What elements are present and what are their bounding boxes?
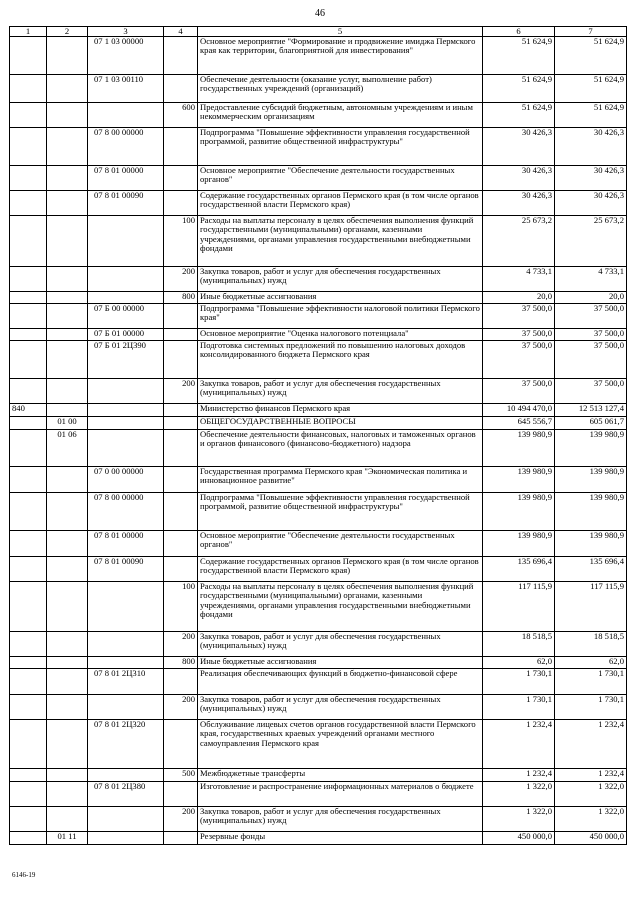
grbs-code-cell <box>10 493 47 531</box>
amount-year-1-cell: 37 500,0 <box>483 341 555 379</box>
grbs-code-cell <box>10 417 47 430</box>
expense-type-cell <box>164 191 198 216</box>
section-code-cell <box>47 807 88 832</box>
target-article-cell <box>88 267 164 292</box>
description-cell: Основное мероприятие "Формирование и продвижение имиджа Пермского края как территории, благоприятной для инвестирования" <box>198 37 483 75</box>
section-code-cell <box>47 782 88 807</box>
amount-year-2-cell: 1 730,1 <box>555 669 627 695</box>
table-row <box>10 417 627 430</box>
section-code-cell <box>47 103 88 128</box>
description-cell: Государственная программа Пермского края "Экономическая политика и инновационное развитие" <box>198 467 483 493</box>
table-body <box>10 27 627 845</box>
amount-year-1-cell: 117 115,9 <box>483 582 555 632</box>
grbs-code-cell <box>10 267 47 292</box>
grbs-code-cell <box>10 657 47 669</box>
grbs-code-cell <box>10 669 47 695</box>
amount-year-1-cell: 1 232,4 <box>483 720 555 769</box>
amount-year-1-cell: 37 500,0 <box>483 329 555 341</box>
table-row <box>10 404 627 417</box>
amount-year-2-cell: 1 232,4 <box>555 720 627 769</box>
amount-year-2-cell: 1 322,0 <box>555 807 627 832</box>
amount-year-2-cell: 51 624,9 <box>555 37 627 75</box>
grbs-code-cell <box>10 329 47 341</box>
expense-type-cell <box>164 782 198 807</box>
description-cell: Закупка товаров, работ и услуг для обеспечения государственных (муниципальных) нужд <box>198 267 483 292</box>
amount-year-2-cell: 30 426,3 <box>555 191 627 216</box>
target-article-cell <box>88 832 164 845</box>
target-article-cell: 07 1 03 00110 <box>88 75 164 103</box>
section-code-cell <box>47 632 88 657</box>
table-row <box>10 292 627 304</box>
section-code-cell <box>47 292 88 304</box>
description-cell: Обеспечение деятельности (оказание услуг, выполнение работ) государственных учреждений (организаций) <box>198 75 483 103</box>
amount-year-2-cell: 139 980,9 <box>555 430 627 467</box>
section-code-cell <box>47 582 88 632</box>
expense-type-cell: 500 <box>164 769 198 782</box>
table-row <box>10 657 627 669</box>
table-row <box>10 493 627 531</box>
amount-year-2-cell: 117 115,9 <box>555 582 627 632</box>
section-code-cell <box>47 493 88 531</box>
expense-type-cell: 200 <box>164 267 198 292</box>
target-article-cell <box>88 632 164 657</box>
target-article-cell: 07 Б 01 2Ц390 <box>88 341 164 379</box>
section-code-cell <box>47 720 88 769</box>
description-cell: Министерство финансов Пермского края <box>198 404 483 417</box>
expense-type-cell: 200 <box>164 379 198 404</box>
grbs-code-cell <box>10 695 47 720</box>
target-article-cell <box>88 292 164 304</box>
grbs-code-cell <box>10 782 47 807</box>
table-row <box>10 216 627 267</box>
table-row <box>10 37 627 75</box>
expense-type-cell: 200 <box>164 632 198 657</box>
table-row <box>10 430 627 467</box>
section-code-cell <box>47 166 88 191</box>
table-row <box>10 557 627 582</box>
description-cell: Закупка товаров, работ и услуг для обеспечения государственных (муниципальных) нужд <box>198 807 483 832</box>
description-cell: Расходы на выплаты персоналу в целях обеспечения выполнения функций государственными (муниципальными) органами, казенными учреждениями, органами управления государственными внебюджетными фондами <box>198 216 483 267</box>
table-row <box>10 341 627 379</box>
expense-type-cell <box>164 128 198 166</box>
amount-year-1-cell: 1 232,4 <box>483 769 555 782</box>
section-code-cell: 01 11 <box>47 832 88 845</box>
target-article-cell: 07 Б 00 00000 <box>88 304 164 329</box>
header-cell: 5 <box>198 27 483 37</box>
expense-type-cell <box>164 832 198 845</box>
grbs-code-cell <box>10 720 47 769</box>
table-row <box>10 128 627 166</box>
target-article-cell <box>88 417 164 430</box>
grbs-code-cell <box>10 191 47 216</box>
grbs-code-cell <box>10 341 47 379</box>
target-article-cell: 07 8 00 00000 <box>88 493 164 531</box>
expense-type-cell <box>164 37 198 75</box>
amount-year-2-cell: 18 518,5 <box>555 632 627 657</box>
header-cell: 4 <box>164 27 198 37</box>
section-code-cell <box>47 657 88 669</box>
table-row <box>10 531 627 557</box>
expense-type-cell: 200 <box>164 695 198 720</box>
section-code-cell <box>47 695 88 720</box>
section-code-cell <box>47 557 88 582</box>
document-code: 6146-19 <box>12 871 36 879</box>
expense-type-cell: 600 <box>164 103 198 128</box>
amount-year-1-cell: 135 696,4 <box>483 557 555 582</box>
header-cell: 3 <box>88 27 164 37</box>
description-cell: Изготовление и распространение информационных материалов о бюджете <box>198 782 483 807</box>
target-article-cell: 07 8 01 00000 <box>88 166 164 191</box>
amount-year-1-cell: 62,0 <box>483 657 555 669</box>
table-row <box>10 632 627 657</box>
target-article-cell: 07 1 03 00000 <box>88 37 164 75</box>
amount-year-2-cell: 62,0 <box>555 657 627 669</box>
description-cell: Закупка товаров, работ и услуг для обеспечения государственных (муниципальных) нужд <box>198 632 483 657</box>
amount-year-2-cell: 1 232,4 <box>555 769 627 782</box>
grbs-code-cell <box>10 430 47 467</box>
description-cell: Расходы на выплаты персоналу в целях обеспечения выполнения функций государственными (муниципальными) органами, казенными учреждениями, органами управления государственными внебюджетными фондами <box>198 582 483 632</box>
amount-year-1-cell: 645 556,7 <box>483 417 555 430</box>
grbs-code-cell <box>10 304 47 329</box>
grbs-code-cell <box>10 128 47 166</box>
amount-year-2-cell: 450 000,0 <box>555 832 627 845</box>
description-cell: Подпрограмма "Повышение эффективности налоговой политики Пермского края" <box>198 304 483 329</box>
amount-year-1-cell: 30 426,3 <box>483 191 555 216</box>
amount-year-1-cell: 139 980,9 <box>483 531 555 557</box>
description-cell: Иные бюджетные ассигнования <box>198 657 483 669</box>
amount-year-1-cell: 10 494 470,0 <box>483 404 555 417</box>
amount-year-2-cell: 139 980,9 <box>555 467 627 493</box>
amount-year-2-cell: 37 500,0 <box>555 304 627 329</box>
amount-year-2-cell: 37 500,0 <box>555 341 627 379</box>
grbs-code-cell <box>10 166 47 191</box>
amount-year-2-cell: 135 696,4 <box>555 557 627 582</box>
expense-type-cell <box>164 720 198 769</box>
amount-year-2-cell: 25 673,2 <box>555 216 627 267</box>
amount-year-1-cell: 37 500,0 <box>483 304 555 329</box>
section-code-cell <box>47 467 88 493</box>
description-cell: Подпрограмма "Повышение эффективности управления государственной программой, развитие общественной инфраструктуры" <box>198 493 483 531</box>
grbs-code-cell <box>10 379 47 404</box>
table-row <box>10 304 627 329</box>
target-article-cell: 07 Б 01 00000 <box>88 329 164 341</box>
grbs-code-cell <box>10 216 47 267</box>
target-article-cell: 07 8 01 00000 <box>88 531 164 557</box>
target-article-cell <box>88 103 164 128</box>
grbs-code-cell <box>10 103 47 128</box>
grbs-code-cell <box>10 557 47 582</box>
description-cell: Реализация обеспечивающих функций в бюджетно-финансовой сфере <box>198 669 483 695</box>
grbs-code-cell <box>10 467 47 493</box>
table-row <box>10 467 627 493</box>
section-code-cell <box>47 216 88 267</box>
description-cell: Обслуживание лицевых счетов органов государственной власти Пермского края, государственных краевых учреждений органами местного самоуправления Пермского края <box>198 720 483 769</box>
amount-year-1-cell: 51 624,9 <box>483 103 555 128</box>
section-code-cell <box>47 341 88 379</box>
section-code-cell <box>47 669 88 695</box>
expense-type-cell <box>164 329 198 341</box>
grbs-code-cell <box>10 632 47 657</box>
description-cell: Межбюджетные трансферты <box>198 769 483 782</box>
description-cell: Иные бюджетные ассигнования <box>198 292 483 304</box>
table-row <box>10 267 627 292</box>
table-row <box>10 191 627 216</box>
table-row <box>10 832 627 845</box>
description-cell: Закупка товаров, работ и услуг для обеспечения государственных (муниципальных) нужд <box>198 379 483 404</box>
target-article-cell <box>88 695 164 720</box>
description-cell: Основное мероприятие "Обеспечение деятельности государственных органов" <box>198 166 483 191</box>
description-cell: Резервные фонды <box>198 832 483 845</box>
grbs-code-cell <box>10 807 47 832</box>
table-row <box>10 103 627 128</box>
amount-year-1-cell: 37 500,0 <box>483 379 555 404</box>
grbs-code-cell <box>10 37 47 75</box>
table-row <box>10 769 627 782</box>
description-cell: Закупка товаров, работ и услуг для обеспечения государственных (муниципальных) нужд <box>198 695 483 720</box>
amount-year-1-cell: 30 426,3 <box>483 166 555 191</box>
amount-year-1-cell: 51 624,9 <box>483 75 555 103</box>
table-row <box>10 720 627 769</box>
section-code-cell <box>47 531 88 557</box>
target-article-cell: 07 8 00 00000 <box>88 128 164 166</box>
amount-year-2-cell: 20,0 <box>555 292 627 304</box>
grbs-code-cell <box>10 832 47 845</box>
expense-type-cell <box>164 341 198 379</box>
expense-type-cell <box>164 467 198 493</box>
section-code-cell <box>47 304 88 329</box>
table-row <box>10 807 627 832</box>
amount-year-1-cell: 4 733,1 <box>483 267 555 292</box>
table-row <box>10 782 627 807</box>
description-cell: Подготовка системных предложений по повышению налоговых доходов консолидированного бюджета Пермского края <box>198 341 483 379</box>
amount-year-2-cell: 4 733,1 <box>555 267 627 292</box>
target-article-cell: 07 8 01 00090 <box>88 557 164 582</box>
description-cell: Обеспечение деятельности финансовых, налоговых и таможенных органов и органов финансового (финансово-бюджетного) надзора <box>198 430 483 467</box>
amount-year-1-cell: 18 518,5 <box>483 632 555 657</box>
target-article-cell <box>88 582 164 632</box>
section-code-cell: 01 06 <box>47 430 88 467</box>
target-article-cell <box>88 769 164 782</box>
target-article-cell <box>88 430 164 467</box>
page-number: 46 <box>315 8 325 19</box>
target-article-cell <box>88 657 164 669</box>
amount-year-2-cell: 1 730,1 <box>555 695 627 720</box>
amount-year-2-cell: 30 426,3 <box>555 166 627 191</box>
amount-year-2-cell: 139 980,9 <box>555 531 627 557</box>
target-article-cell: 07 8 01 2Ц380 <box>88 782 164 807</box>
amount-year-2-cell: 37 500,0 <box>555 379 627 404</box>
expense-type-cell <box>164 304 198 329</box>
amount-year-2-cell: 51 624,9 <box>555 75 627 103</box>
expense-type-cell <box>164 531 198 557</box>
section-code-cell <box>47 267 88 292</box>
expense-type-cell <box>164 669 198 695</box>
table-row <box>10 695 627 720</box>
header-cell: 1 <box>10 27 47 37</box>
expense-type-cell <box>164 404 198 417</box>
amount-year-2-cell: 30 426,3 <box>555 128 627 166</box>
target-article-cell: 07 0 00 00000 <box>88 467 164 493</box>
section-code-cell <box>47 379 88 404</box>
expense-type-cell <box>164 493 198 531</box>
section-code-cell <box>47 191 88 216</box>
target-article-cell <box>88 216 164 267</box>
table-row <box>10 75 627 103</box>
amount-year-1-cell: 1 730,1 <box>483 669 555 695</box>
description-cell: Содержание государственных органов Пермского края (в том числе органов государственной власти Пермского края) <box>198 557 483 582</box>
section-code-cell <box>47 329 88 341</box>
description-cell: Подпрограмма "Повышение эффективности управления государственной программой, развитие общественной инфраструктуры" <box>198 128 483 166</box>
grbs-code-cell <box>10 531 47 557</box>
table-row <box>10 379 627 404</box>
description-cell: Основное мероприятие "Обеспечение деятельности государственных органов" <box>198 531 483 557</box>
grbs-code-cell <box>10 292 47 304</box>
grbs-code-cell <box>10 769 47 782</box>
amount-year-2-cell: 37 500,0 <box>555 329 627 341</box>
section-code-cell <box>47 75 88 103</box>
table-row <box>10 582 627 632</box>
section-code-cell: 01 00 <box>47 417 88 430</box>
expense-type-cell: 800 <box>164 657 198 669</box>
amount-year-2-cell: 1 322,0 <box>555 782 627 807</box>
expense-type-cell: 100 <box>164 582 198 632</box>
expense-type-cell <box>164 430 198 467</box>
target-article-cell <box>88 404 164 417</box>
header-cell: 6 <box>483 27 555 37</box>
budget-table <box>9 26 627 845</box>
header-cell: 7 <box>555 27 627 37</box>
amount-year-2-cell: 51 624,9 <box>555 103 627 128</box>
target-article-cell: 07 8 01 00090 <box>88 191 164 216</box>
description-cell: ОБЩЕГОСУДАРСТВЕННЫЕ ВОПРОСЫ <box>198 417 483 430</box>
expense-type-cell <box>164 75 198 103</box>
expense-type-cell: 800 <box>164 292 198 304</box>
grbs-code-cell <box>10 75 47 103</box>
amount-year-2-cell: 139 980,9 <box>555 493 627 531</box>
amount-year-1-cell: 139 980,9 <box>483 430 555 467</box>
amount-year-1-cell: 30 426,3 <box>483 128 555 166</box>
target-article-cell: 07 8 01 2Ц320 <box>88 720 164 769</box>
section-code-cell <box>47 769 88 782</box>
description-cell: Содержание государственных органов Пермского края (в том числе органов государственной власти Пермского края) <box>198 191 483 216</box>
amount-year-1-cell: 139 980,9 <box>483 467 555 493</box>
amount-year-1-cell: 25 673,2 <box>483 216 555 267</box>
amount-year-1-cell: 1 322,0 <box>483 807 555 832</box>
expense-type-cell <box>164 417 198 430</box>
table-row <box>10 669 627 695</box>
amount-year-2-cell: 605 061,7 <box>555 417 627 430</box>
description-cell: Основное мероприятие "Оценка налогового потенциала" <box>198 329 483 341</box>
section-code-cell <box>47 128 88 166</box>
grbs-code-cell: 840 <box>10 404 47 417</box>
table-row <box>10 329 627 341</box>
column-number-header <box>10 27 627 37</box>
expense-type-cell: 100 <box>164 216 198 267</box>
amount-year-1-cell: 51 624,9 <box>483 37 555 75</box>
target-article-cell <box>88 807 164 832</box>
amount-year-2-cell: 12 513 127,4 <box>555 404 627 417</box>
expense-type-cell <box>164 166 198 191</box>
expense-type-cell: 200 <box>164 807 198 832</box>
expense-type-cell <box>164 557 198 582</box>
amount-year-1-cell: 1 322,0 <box>483 782 555 807</box>
section-code-cell <box>47 404 88 417</box>
target-article-cell <box>88 379 164 404</box>
grbs-code-cell <box>10 582 47 632</box>
amount-year-1-cell: 450 000,0 <box>483 832 555 845</box>
target-article-cell: 07 8 01 2Ц310 <box>88 669 164 695</box>
amount-year-1-cell: 139 980,9 <box>483 493 555 531</box>
section-code-cell <box>47 37 88 75</box>
table-row <box>10 166 627 191</box>
header-cell: 2 <box>47 27 88 37</box>
amount-year-1-cell: 1 730,1 <box>483 695 555 720</box>
description-cell: Предоставление субсидий бюджетным, автономным учреждениям и иным некоммерческим организациям <box>198 103 483 128</box>
amount-year-1-cell: 20,0 <box>483 292 555 304</box>
